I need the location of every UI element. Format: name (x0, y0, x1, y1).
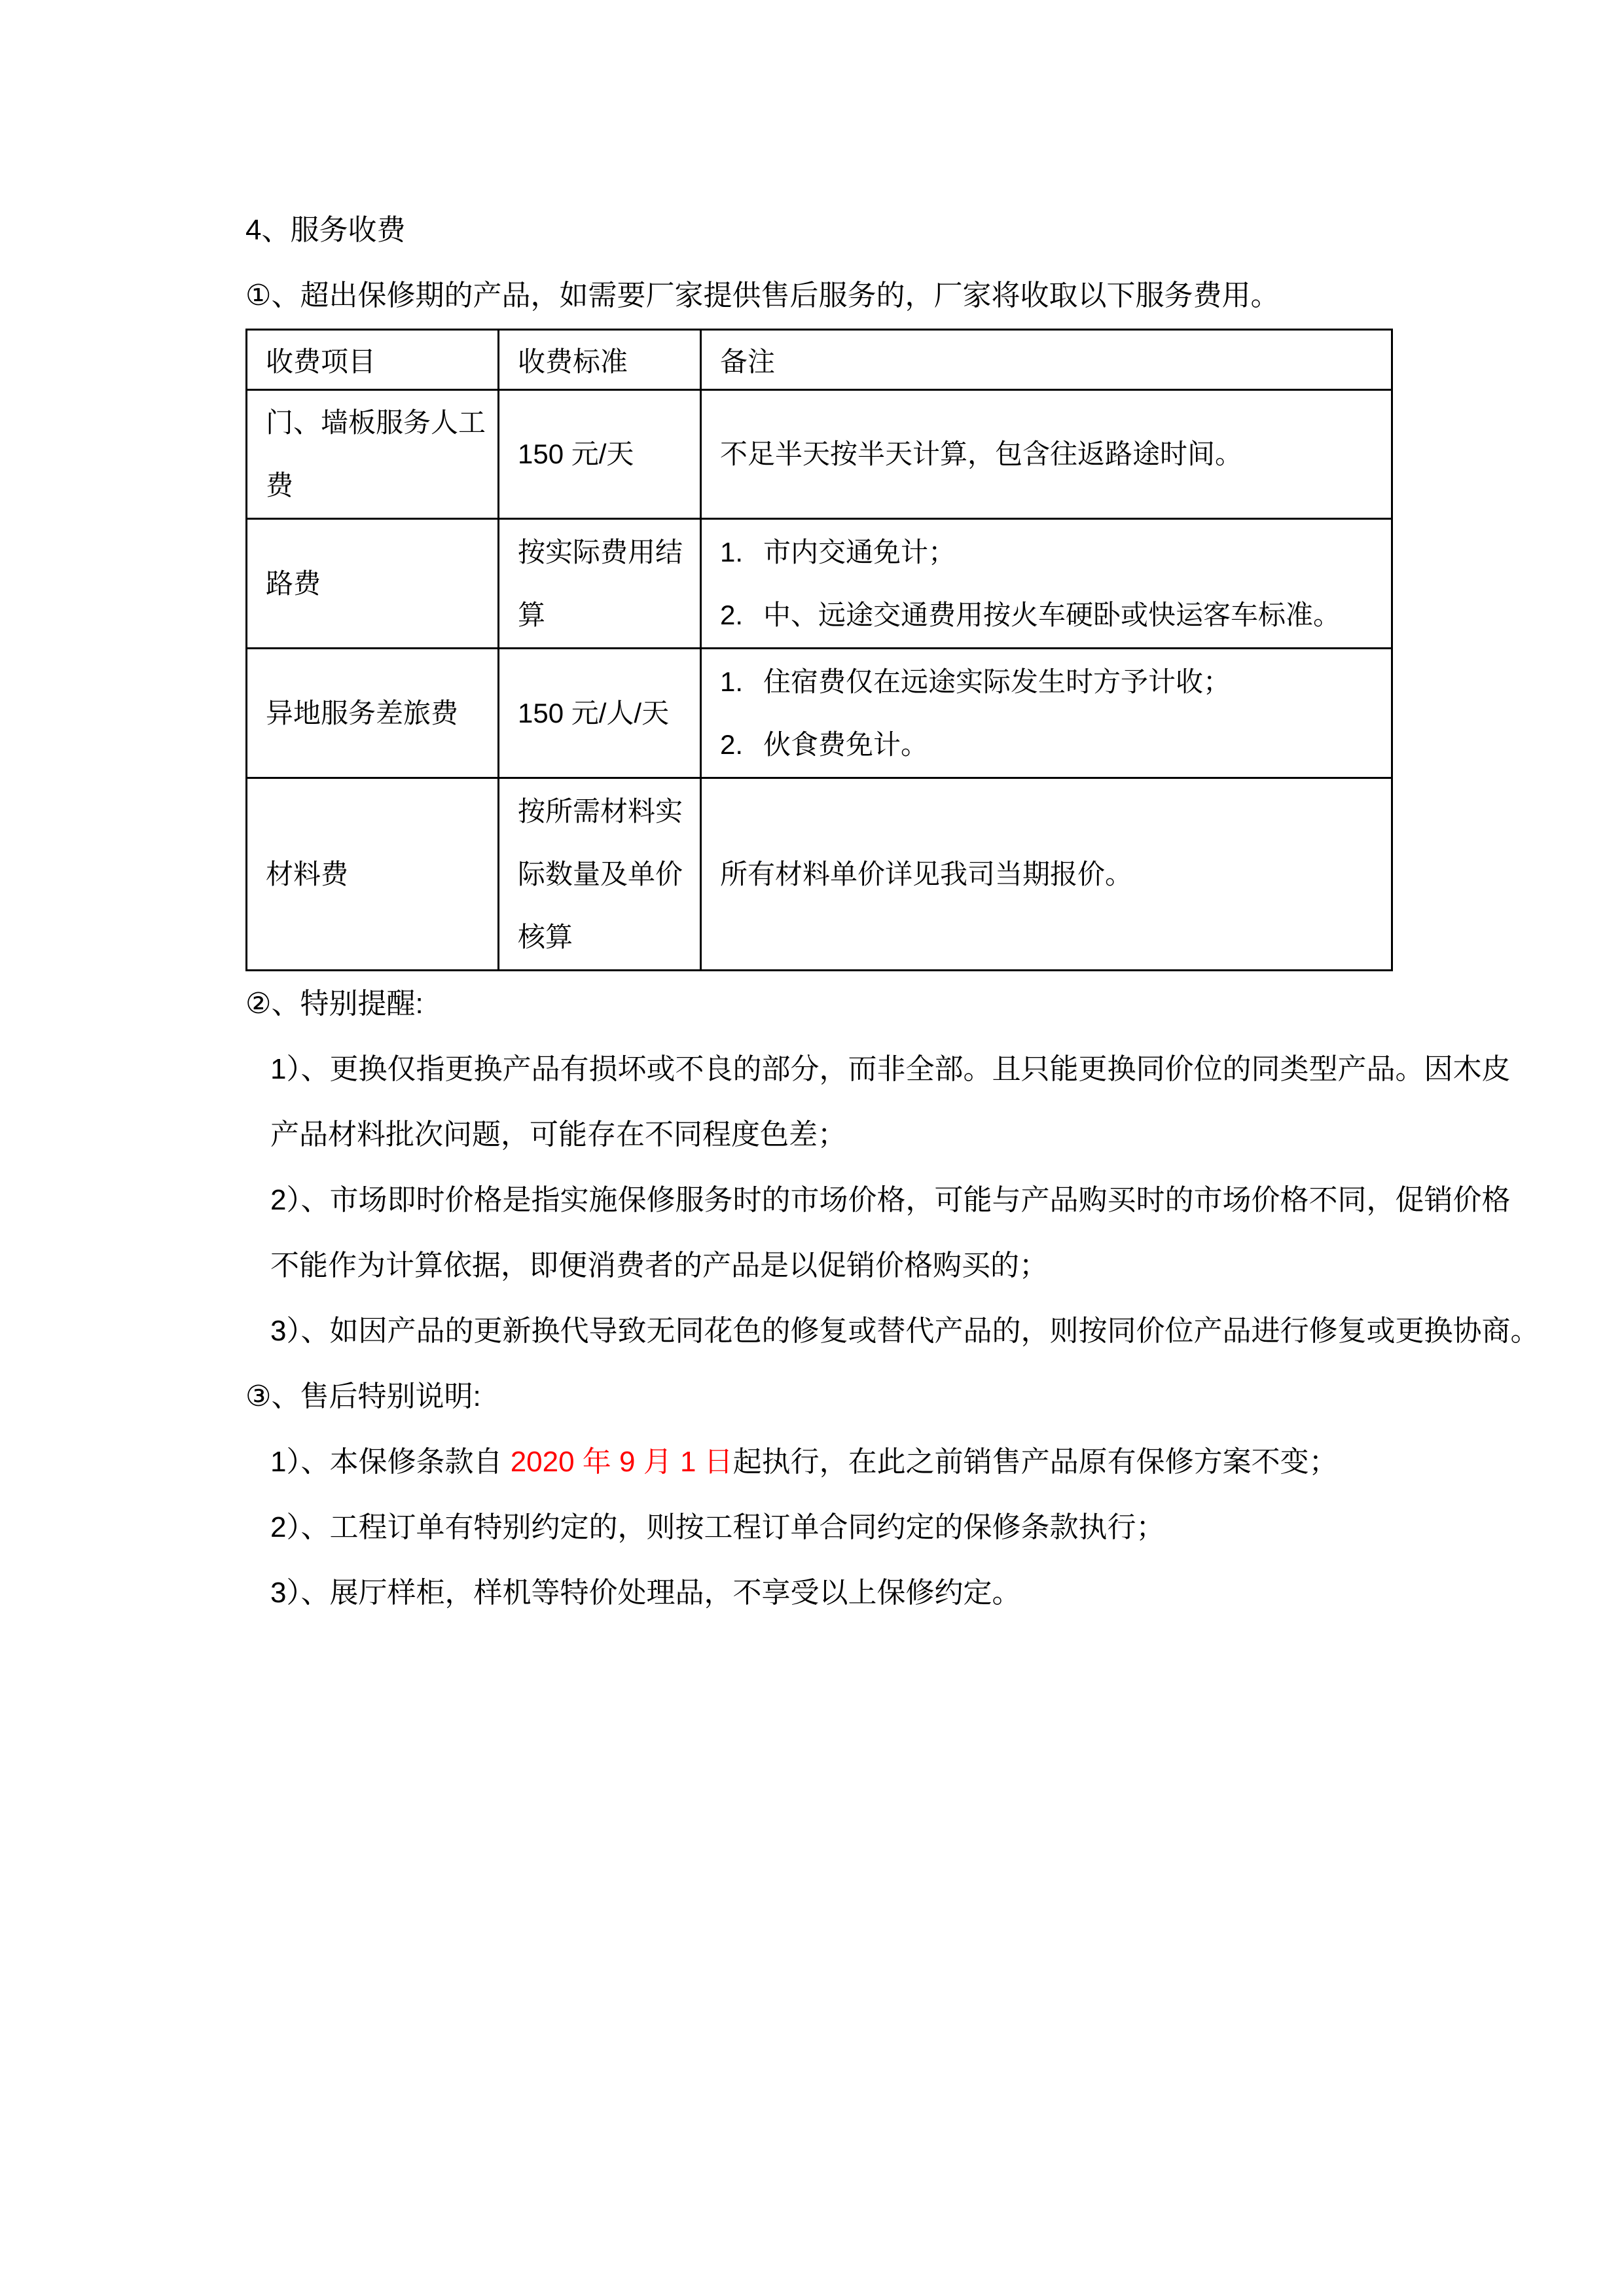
after-sales-item1-prefix: 1）、本保修条款自 (270, 1446, 511, 1478)
after-sales-item: 2）、工程订单有特别约定的，则按工程订单合同约定的保修条款执行； (270, 1511, 1165, 1543)
remark-item-number: 2. (720, 728, 744, 760)
remark-list-item (720, 584, 1379, 647)
remark-item-text: 伙食费免计。 (763, 728, 929, 760)
fee-standard-line: 算 (518, 599, 546, 630)
fee-standard-line: 际数量及单价 (518, 858, 683, 889)
section-title: 4、服务收费 (245, 214, 406, 246)
fee-standard-line: 150 元/人/天 (518, 697, 670, 728)
header-remark: 备注 (701, 330, 1392, 390)
reminder-text-line: 3）、如因产品的更新换代导致无同花色的修复或替代产品的，则按同价位产品进行修复或更换协商。 (270, 1315, 1540, 1347)
remark-item-number: 2. (720, 599, 744, 630)
reminder-text-line: 1）、更换仅指更换产品有损坏或不良的部分，而非全部。且只能更换同价位的同类型产品。因木皮 (270, 1053, 1511, 1085)
fee-item-cell (247, 390, 499, 519)
remark-cell (701, 519, 1392, 649)
remark-item-text: 住宿费仅在远途实际发生时方予计收； (763, 666, 1231, 697)
fee-standard-line: 按实际费用结 (518, 536, 683, 567)
remark-list-item (720, 713, 1379, 776)
fee-standard-cell (499, 649, 701, 778)
remark-cell (701, 390, 1392, 519)
fee-item-line: 路费 (266, 567, 321, 599)
header-fee-item: 收费项目 (247, 330, 499, 390)
reminder-text-line: 不能作为计算依据，即便消费者的产品是以促销价格购买的； (270, 1249, 1048, 1282)
header-fee-standard: 收费标准 (499, 330, 701, 390)
fee-item-line: 门、墙板服务人工 (266, 407, 486, 438)
after-sales-item1-suffix: 起执行，在此之前销售产品原有保修方案不变； (732, 1446, 1338, 1478)
remark-line: 不足半天按半天计算，包含往返路途时间。 (720, 439, 1243, 469)
table-row (247, 390, 1392, 519)
remark-list-item (720, 651, 1379, 713)
fee-item-line: 材料费 (266, 858, 349, 889)
table-row (247, 649, 1392, 778)
after-sales-item: 3）、展厅样柜，样机等特价处理品，不享受以上保修约定。 (270, 1577, 1021, 1609)
remark-item-number: 1. (720, 666, 744, 697)
fee-standard-cell (499, 519, 701, 649)
fee-item-cell (247, 649, 499, 778)
remark-cell (701, 778, 1392, 971)
reminder-text-line: 2）、市场即时价格是指实施保修服务时的市场价格，可能与产品购买时的市场价格不同，促销价格 (270, 1184, 1511, 1216)
after-sales-heading: ③、售后特别说明: (245, 1380, 481, 1412)
table-header-row (247, 330, 1392, 390)
effective-date-highlight: 2020 年 9 月 1 日 (510, 1446, 733, 1478)
remark-item-text: 中、远途交通费用按火车硬卧或快运客车标准。 (763, 599, 1341, 630)
service-fee-table (245, 329, 1393, 971)
table-row (247, 778, 1392, 971)
fee-standard-cell (499, 390, 701, 519)
special-reminder-section (245, 971, 1540, 1364)
fee-standard-line: 按所需材料实 (518, 795, 683, 827)
remark-line: 所有材料单价详见我司当期报价。 (720, 858, 1133, 889)
remark-cell (701, 649, 1392, 778)
after-sales-item (270, 1429, 1526, 1495)
fee-item-cell (247, 778, 499, 971)
remark-item-text: 市内交通免计； (763, 536, 956, 567)
special-reminder-heading: ②、特别提醒: (245, 988, 424, 1020)
fee-standard-line: 核算 (518, 921, 573, 952)
reminder-text-line: 产品材料批次问题，可能存在不同程度色差； (270, 1119, 846, 1151)
remark-list-item (720, 521, 1379, 584)
intro-paragraph: ①、超出保修期的产品，如需要厂家提供售后服务的，厂家将收取以下服务费用。 (245, 279, 1280, 312)
fee-item-line: 费 (266, 470, 294, 501)
fee-standard-cell (499, 778, 701, 971)
after-sales-note-section (245, 1364, 1526, 1626)
table-row (247, 519, 1392, 649)
remark-item-number: 1. (720, 536, 744, 567)
fee-item-line: 异地服务差旅费 (266, 697, 459, 728)
fee-standard-line: 150 元/天 (518, 439, 634, 469)
fee-item-cell (247, 519, 499, 649)
